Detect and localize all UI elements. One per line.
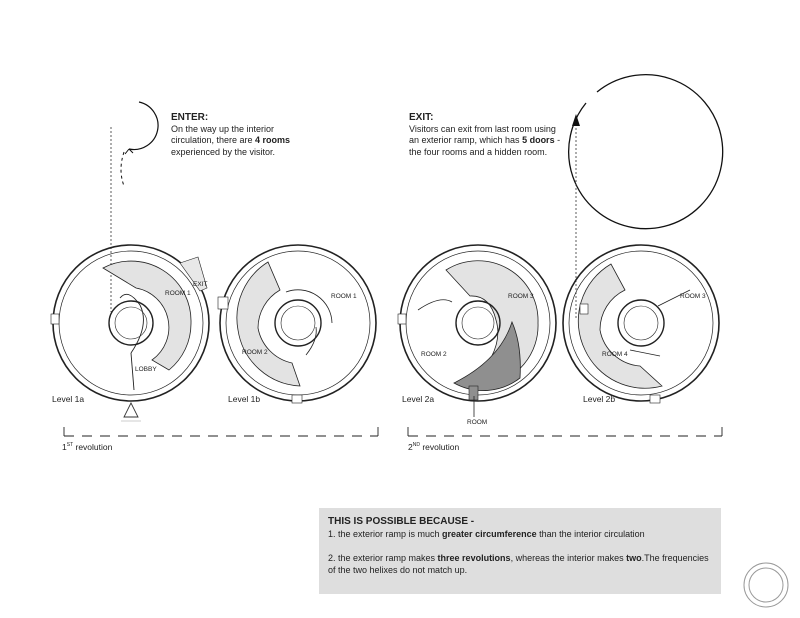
enter-line-3: experienced by the visitor.	[171, 146, 276, 157]
room-label: ROOM 3	[508, 293, 534, 300]
explanation-heading: THIS IS POSSIBLE BECAUSE -	[328, 516, 475, 527]
room-label: LOBBY	[135, 366, 157, 373]
enter-caption	[171, 112, 321, 158]
room-callout-label: ROOM	[467, 419, 488, 426]
exit-line-3: the four rooms and a hidden room.	[409, 146, 548, 157]
level-label: Level 1b	[228, 394, 261, 404]
enter-line-1: On the way up the interior	[171, 123, 275, 134]
level-label: Level 2b	[583, 394, 616, 404]
room-label: ROOM 3	[680, 293, 706, 300]
exit-circulation-diagram	[569, 75, 723, 229]
room-label: ROOM 2	[421, 351, 447, 358]
plan-level-2a	[398, 245, 556, 401]
first-revolution-label: 1ST revolution	[62, 442, 113, 452]
enter-circulation-diagram	[121, 102, 158, 186]
explanation-point-1: 1. the exterior ramp is much greater circumference than the interior circulation	[328, 529, 645, 539]
revolution-bracket-2	[408, 427, 722, 436]
revolution-bracket-1	[64, 427, 378, 436]
watermark-stamp	[744, 563, 788, 607]
level-label: Level 2a	[402, 394, 435, 404]
enter-line-2: circulation, there are 4 rooms	[171, 135, 291, 145]
room-label: ROOM 1	[165, 290, 191, 297]
exit-label: EXIT	[193, 281, 208, 288]
exit-line-1: Visitors can exit from last room using	[409, 123, 556, 134]
room-label: ROOM 4	[602, 351, 628, 358]
room-label: ROOM 2	[242, 349, 268, 356]
plan-level-1b	[218, 245, 376, 403]
level-label: Level 1a	[52, 394, 85, 404]
explanation-box	[319, 508, 721, 594]
second-revolution-label: 2ND revolution	[408, 442, 460, 452]
exit-heading: EXIT:	[409, 112, 434, 123]
plan-level-1a	[51, 245, 209, 401]
enter-heading: ENTER:	[171, 112, 209, 123]
explanation-point-2: 2. the exterior ramp makes three revolutions, whereas the interior makes two.The frequencies of the two helixes do not match up.	[328, 553, 709, 575]
exit-caption	[409, 112, 579, 158]
entry-marker-icon	[124, 403, 138, 417]
room-label: ROOM 1	[331, 293, 357, 300]
exit-line-2: an exterior ramp, which has 5 doors -	[409, 135, 561, 145]
plan-level-2b	[563, 245, 719, 403]
